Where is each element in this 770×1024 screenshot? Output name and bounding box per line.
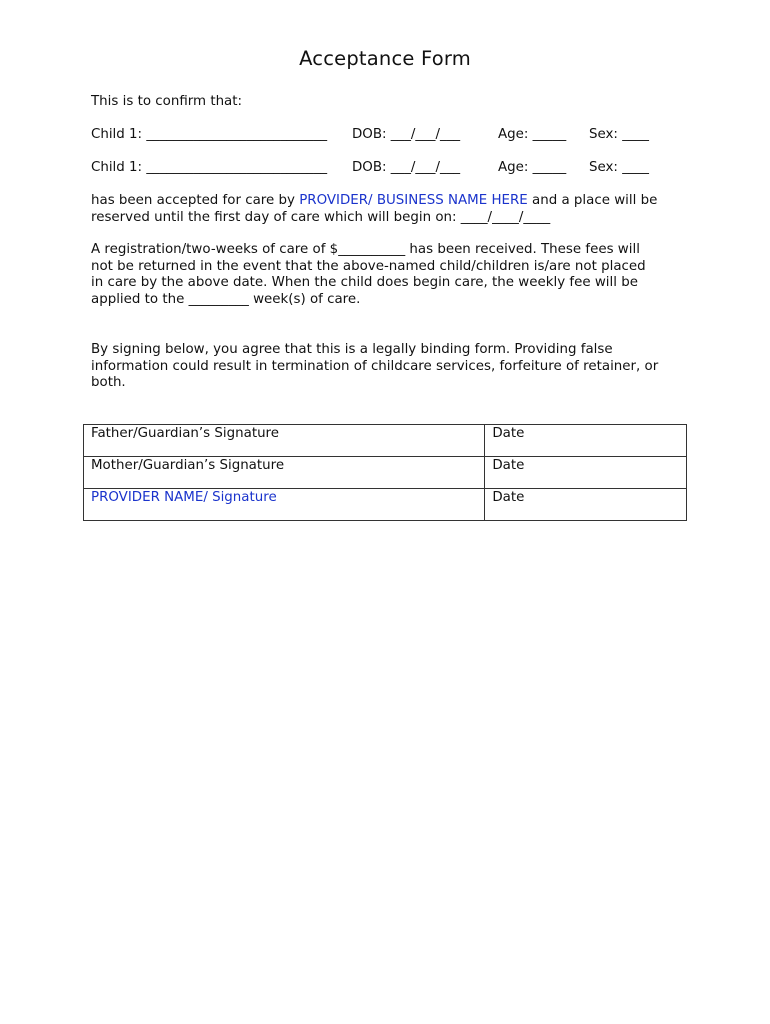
acceptance-paragraph <box>91 193 691 226</box>
child-sex-field[interactable]: Sex: ____ <box>589 127 649 142</box>
child-sex-field[interactable]: Sex: ____ <box>589 160 649 175</box>
provider-business-name-placeholder: PROVIDER/ BUSINESS NAME HERE <box>299 193 528 208</box>
signature-table <box>83 424 687 521</box>
provider-date-field[interactable]: Date <box>485 489 687 521</box>
child-name-field[interactable]: Child 1: ___________________________ <box>91 127 328 142</box>
father-date-field[interactable]: Date <box>485 425 687 457</box>
child-row-1 <box>0 127 770 145</box>
child-name-field[interactable]: Child 1: ___________________________ <box>91 160 328 175</box>
child-dob-field[interactable]: DOB: ___/___/___ <box>352 160 461 175</box>
child-row-2 <box>0 160 770 178</box>
mother-date-field[interactable]: Date <box>485 457 687 489</box>
signature-row <box>84 425 687 457</box>
signature-row <box>84 489 687 521</box>
fees-paragraph: A registration/two-weeks of care of $__________ has been received. These fees will not be returned in the event that the above-named child/children is/are not placed in care by the above date. When the child does begin care, the weekly fee will be applied to the _________ week(s) of care. <box>91 242 646 307</box>
father-signature-field[interactable]: Father/Guardian’s Signature <box>84 425 485 457</box>
child-age-field[interactable]: Age: _____ <box>498 127 567 142</box>
acceptance-suffix: and a place will be reserved until the first day of care which will begin on: ____/____/____ <box>91 193 658 225</box>
page-title: Acceptance Form <box>299 47 471 70</box>
acceptance-prefix: has been accepted for care by <box>91 193 300 208</box>
mother-signature-field[interactable]: Mother/Guardian’s Signature <box>84 457 485 489</box>
intro-text: This is to confirm that: <box>91 94 243 109</box>
child-age-field[interactable]: Age: _____ <box>498 160 567 175</box>
legal-paragraph: By signing below, you agree that this is a legally binding form. Providing false information could result in termination of childcare services, forfeiture of retainer, or both. <box>91 342 659 391</box>
signature-row <box>84 457 687 489</box>
child-dob-field[interactable]: DOB: ___/___/___ <box>352 127 461 142</box>
provider-signature-field[interactable]: PROVIDER NAME/ Signature <box>84 489 485 521</box>
